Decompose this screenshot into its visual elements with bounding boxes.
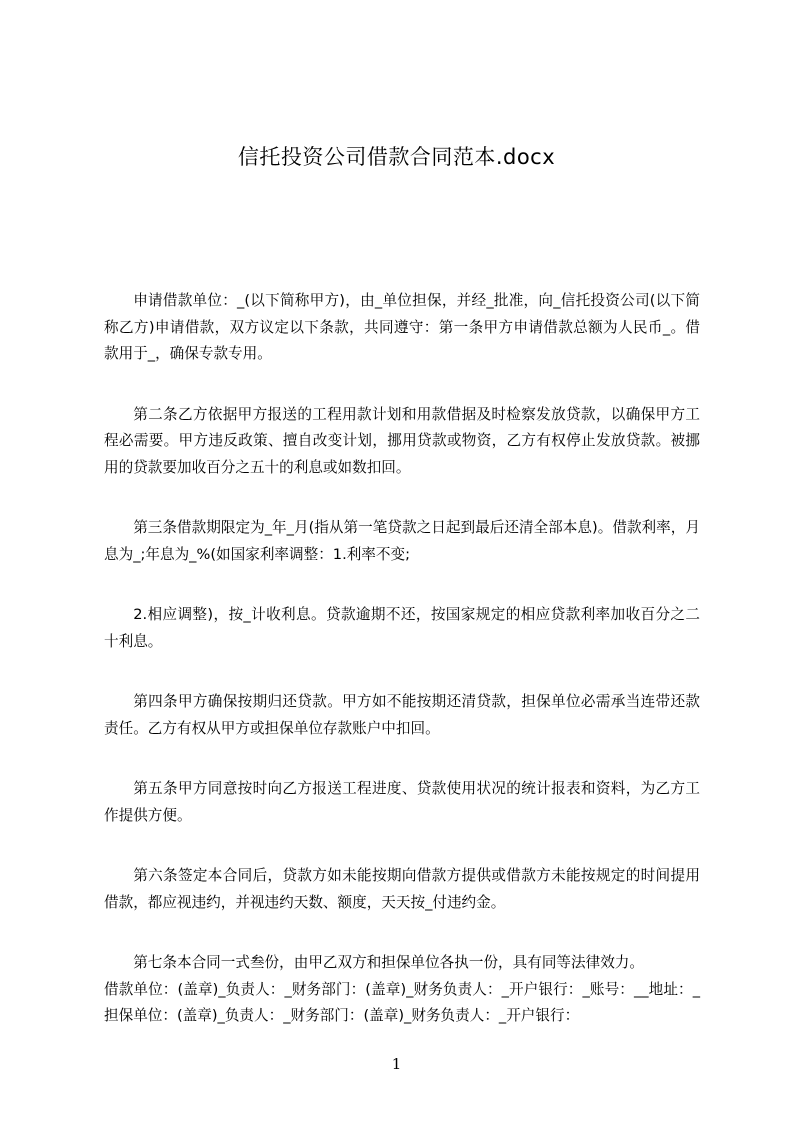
paragraph-article-4: 第四条甲方确保按期归还贷款。甲方如不能按期还清贷款，担保单位必需承当连带还款责任。乙方有权从甲方或担保单位存款账户中扣回。	[104, 693, 700, 737]
paragraph-article-6: 第六条签定本合同后，贷款方如未能按期向借款方提供或借款方未能按规定的时间提用借款，都应视违约，并视违约天数、额度，天天按_付违约金。	[104, 867, 700, 911]
paragraph-signature-block: 借款单位：(盖章)_负责人：_财务部门：(盖章)_财务负责人：_开户银行：_账号：__地址：_担保单位：(盖章)_负责人：_财务部门：(盖章)_财务负责人：_开户银行：	[104, 980, 700, 1024]
paragraph-article-3-continued: 2.相应调整)，按_计收利息。贷款逾期不还，按国家规定的相应贷款利率加收百分之二十利息。	[104, 606, 700, 650]
page-number: 1	[391, 1055, 402, 1073]
paragraph-article-3: 第三条借款期限定为_年_月(指从第一笔贷款之日起到最后还清全部本息)。借款利率，月息为_;年息为_%(如国家利率调整：1.利率不变;	[104, 519, 700, 563]
paragraph-article-5: 第五条甲方同意按时向乙方报送工程进度、贷款使用状况的统计报表和资料，为乙方工作提供方便。	[104, 780, 700, 824]
paragraph-applicant: 申请借款单位：_(以下简称甲方)，由_单位担保，并经_批准，向_信托投资公司(以下简称乙方)申请借款，双方议定以下条款，共同遵守：第一条甲方申请借款总额为人民币_。借款用于_，确保专款专用。	[104, 292, 700, 362]
document-title: 信托投资公司借款合同范本.docx	[237, 145, 556, 169]
document-body	[104, 288, 700, 1030]
paragraph-article-2: 第二条乙方依据甲方报送的工程用款计划和用款借据及时检察发放贷款，以确保甲方工程必需要。甲方违反政策、擅自改变计划，挪用贷款或物资，乙方有权停止发放贷款。被挪用的贷款要加收百分之五十的利息或如数扣回。	[104, 405, 700, 476]
paragraph-article-7: 第七条本合同一式叁份，由甲乙双方和担保单位各执一份，具有同等法律效力。	[133, 954, 644, 971]
